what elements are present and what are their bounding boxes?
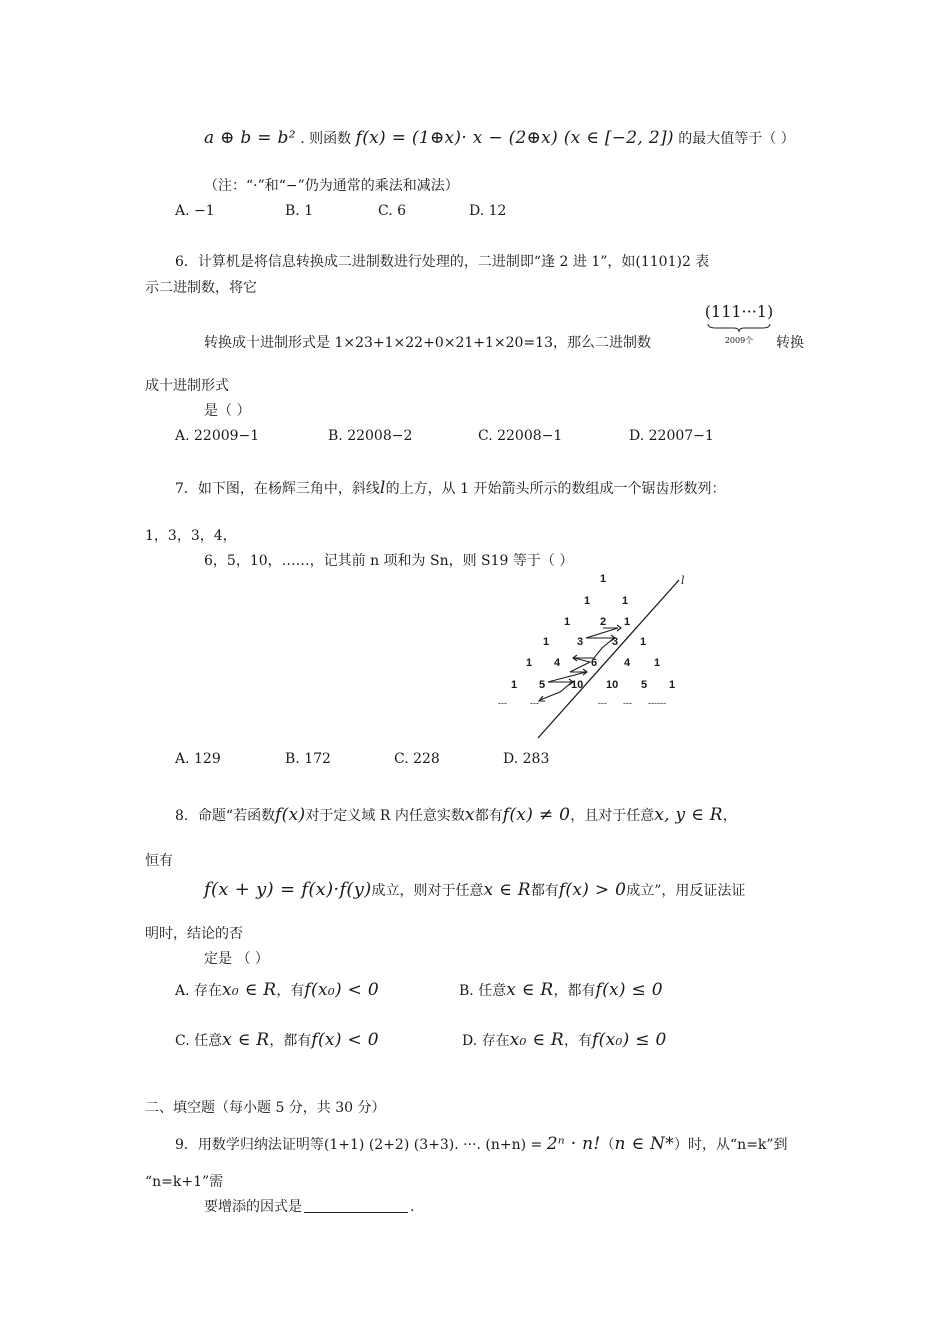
tri-dots-4: --- [623, 698, 632, 708]
q6-brace-number: (111···1) [704, 302, 774, 321]
q8-math-x: x [464, 805, 475, 825]
q9-math-power: 2ⁿ · n! [546, 1134, 601, 1154]
q8-option-a: A. 存在x₀ ∈ R，有f(x₀) < 0 [175, 980, 379, 1000]
q9-math-n-in-n: n ∈ N* [614, 1134, 675, 1154]
q5-option-d: D. 12 [469, 203, 507, 219]
q6-line3-end: 转换 [776, 335, 804, 351]
q8-line1d: ，且对于任意 [570, 808, 655, 824]
q5-option-a: A. −1 [175, 203, 215, 219]
q8-line4: 明时，结论的否 [145, 926, 243, 942]
tri-dots-1: --- [498, 698, 507, 708]
tri-r3-c2: 2 [600, 616, 607, 628]
q8-option-c: C. 任意x ∈ R，都有f(x) < 0 [175, 1030, 379, 1050]
tri-r4-c4: 1 [640, 636, 647, 648]
q8-math-xy-in-r: x, y ∈ R [654, 805, 723, 825]
q8-line1e: ， [722, 808, 737, 824]
q6-brace-label: 2009个 [724, 336, 754, 345]
tri-r6-c4: 10 [606, 679, 619, 691]
tri-r4-c1: 1 [543, 636, 550, 648]
q5-text1: . 则函数 [300, 131, 352, 147]
tri-dots-5: ------ [648, 698, 666, 708]
tri-dots-3: --- [598, 698, 607, 708]
tri-r6-c3: 10 [571, 679, 584, 691]
q8-option-b: B. 任意x ∈ R，都有f(x) ≤ 0 [459, 980, 663, 1000]
q7-line2: 1，3，3，4， [145, 528, 237, 544]
q9-line1b: ）时，从“n=k”到 [674, 1137, 788, 1153]
q6-line2: 示二进制数，将它 [145, 280, 257, 296]
tri-r2-c2: 1 [622, 595, 629, 607]
q8-line5: 定是 （ ） [204, 951, 269, 967]
q8-line1 [175, 805, 737, 826]
q5-option-c: C. 6 [378, 203, 407, 219]
q7-option-a: A. 129 [175, 751, 221, 767]
q5-note: （注：“·”和“−”仍为通常的乘法和减法） [204, 178, 459, 194]
q6-option-c: C. 22008−1 [478, 428, 563, 444]
tri-r3-c3: 1 [624, 616, 631, 628]
yanghui-triangle-figure [490, 568, 690, 746]
underbrace-icon [704, 323, 774, 333]
q8-line3c: 成立”，用反证法证 [626, 883, 746, 899]
tri-r5-c2: 4 [554, 657, 561, 669]
tri-r1-c1: 1 [600, 573, 607, 585]
q7-option-b: B. 172 [285, 751, 331, 767]
q6-option-d: D. 22007−1 [629, 428, 714, 444]
q5-text2: 的最大值等于（ ） [678, 131, 795, 147]
q8-math-fx-gt-0: f(x) > 0 [558, 880, 627, 900]
q5-option-b: B. 1 [285, 203, 314, 219]
q9-line3 [204, 1197, 414, 1217]
q8-line3a: 成立，则对于任意 [371, 883, 484, 899]
q8-line3 [204, 880, 745, 901]
q8-math-fx: f(x) [275, 805, 306, 825]
q6-line5: 是（ ） [204, 403, 251, 419]
tri-r6-c5: 5 [641, 679, 648, 691]
answer-blank[interactable] [304, 1198, 408, 1213]
q8-line1c: 都有 [474, 808, 503, 824]
tri-r5-c5: 1 [654, 657, 661, 669]
q5-math-function: f(x) = (1⊕x)· x − (2⊕x) (x ∈ [−2, 2]) [355, 128, 674, 148]
q5-math-operator-def: a ⊕ b = b² [204, 128, 296, 148]
tri-r5-c4: 4 [624, 657, 631, 669]
tri-r2-c1: 1 [584, 595, 591, 607]
tri-dots-2: --- [530, 698, 539, 708]
q5-line1 [204, 128, 795, 149]
tri-r3-c1: 1 [564, 616, 571, 628]
tri-r5-c3: 6 [591, 657, 598, 669]
q9-line3b: . [410, 1199, 415, 1215]
tri-r5-c1: 1 [526, 657, 533, 669]
tri-r6-c1: 1 [511, 679, 518, 691]
q7-line1 [175, 478, 725, 499]
q8-math-x-in-r: x ∈ R [483, 880, 531, 900]
q8-option-d: D. 存在x₀ ∈ R，有f(x₀) ≤ 0 [462, 1030, 667, 1050]
section2-heading: 二、填空题（每小题 5 分，共 30 分） [145, 1100, 386, 1116]
q6-option-a: A. 22009−1 [175, 428, 260, 444]
slant-line-label: l [681, 574, 685, 587]
tri-r4-c3: 3 [612, 636, 619, 648]
q9-line1: 9．用数学归纳法证明等(1+1) (2+2) (3+3). ···. (n+n) = 2ⁿ · n!（n ∈ N*）时，从“n=k”到 [175, 1134, 788, 1154]
q7-option-c: C. 228 [394, 751, 440, 767]
q9-line1a: 9．用数学归纳法证明等(1+1) (2+2) (3+3). ···. (n+n) = [175, 1137, 543, 1153]
tri-r6-c6: 1 [669, 679, 676, 691]
q9-line3a: 要增添的因式是 [204, 1199, 302, 1215]
tri-r4-c2: 3 [577, 636, 584, 648]
q6-binary-number [704, 302, 774, 346]
q7-option-d: D. 283 [503, 751, 550, 767]
q8-line1b: 对于定义域 R 内任意实数 [305, 808, 465, 824]
q8-line2: 恒有 [145, 853, 173, 869]
q8-line3b: 都有 [530, 883, 559, 899]
tri-r6-c2: 5 [539, 679, 546, 691]
q7-line1b: 的上方，从 1 开始箭头所示的数组成一个锯齿形数列： [385, 481, 726, 497]
q8-math-functional-eq: f(x + y) = f(x)·f(y) [204, 879, 372, 900]
q9-line2: “n=k+1”需 [145, 1174, 224, 1190]
q8-math-fx-ne-0: f(x) ≠ 0 [502, 805, 571, 825]
q8-line1a: 8．命题“若函数 [175, 808, 276, 824]
q6-option-b: B. 22008−2 [328, 428, 413, 444]
q6-line4: 成十进制形式 [145, 378, 229, 394]
q7-line-symbol: l [379, 478, 386, 498]
q7-line3: 6，5，10，……，记其前 n 项和为 Sn，则 S19 等于（ ） [204, 553, 574, 569]
q6-line1: 6．计算机是将信息转换成二进制数进行处理的，二进制即“逢 2 进 1”，如(1101)2 表 [175, 254, 710, 270]
q6-line3: 转换成十进制形式是 1×23+1×22+0×21+1×20=13，那么二进制数 [204, 335, 651, 351]
q7-line1a: 7．如下图，在杨辉三角中，斜线 [175, 481, 380, 497]
